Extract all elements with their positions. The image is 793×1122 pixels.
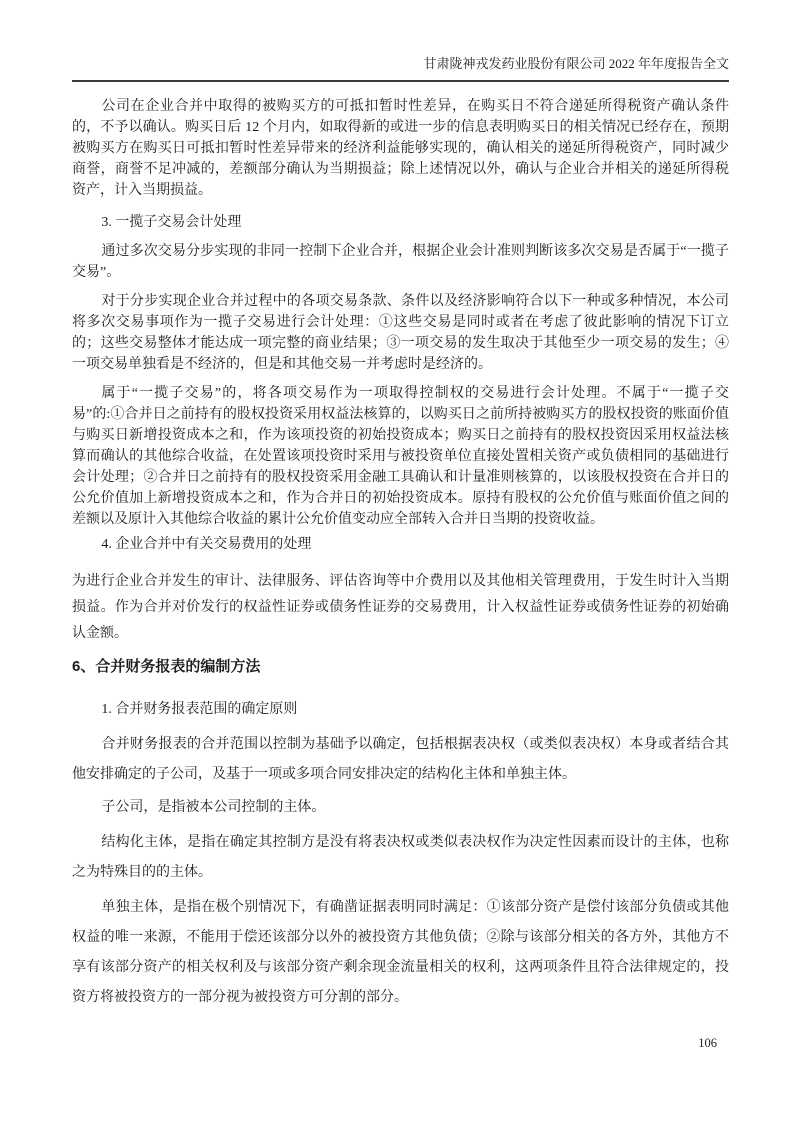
para-package-deal-treatment: 属于“一揽子交易”的，将各项交易作为一项取得控制权的交易进行会计处理。不属于“一揽子交易”的:①合并日之前持有的股权投资采用权益法核算的，以购买日之前所持被购买方的股权投资的账面价值与购买日新增投资成本之和，作为该项投资的初始投资成本；购买日之前持有的股权投资因采用权益法核算而确认的其他综合收益，在处置该项投资时采用与被投资单位直接处置相关资产或负债相同的基础进行会计处理；②合并日之前持有的股权投资采用金融工具确认和计量准则核算的，以该股权投资在合并日的公允价值加上新增投资成本之和，作为合并日的初始投资成本。原持有股权的公允价值与账面价值之间的差额以及原计入其他综合收益的累计公允价值变动应全部转入合并日当期的投资收益。: [72, 386, 729, 527]
para-consolidation-scope: 合并财务报表的合并范围以控制为基础予以确定，包括根据表决权（或类似表决权）本身或者结合其他安排确定的子公司，及基于一项或多项合同安排决定的结构化主体和单独主体。: [72, 737, 729, 782]
para-subsidiary-definition: 子公司，是指被本公司控制的主体。: [101, 800, 326, 815]
para-separate-entity-definition: 单独主体，是指在极个别情况下，有确凿证据表明同时满足：①该部分资产是偿付该部分负债或其他权益的唯一来源，不能用于偿还该部分以外的被投资方其他负债；②除与该部分相关的各方外，其他方不享有该部分资产的相关权利及与该部分资产剩余现金流量相关的权利，这两项条件且符合法律规定的，投资方将被投资方的一部分视为被投资方可分割的部分。: [72, 900, 729, 1005]
heading-package-deal-accounting: 3. 一揽子交易会计处理: [101, 215, 242, 230]
page-number: 106: [698, 1036, 717, 1050]
para-structured-entity-definition: 结构化主体，是指在确定其控制方是没有将表决权或类似表决权作为决定性因素而设计的主体，也称之为特殊目的的主体。: [72, 835, 729, 880]
para-step-acquisition-judgement: 通过多次交易分步实现的非同一控制下企业合并，根据企业会计准则判断该多次交易是否属于“一揽子交易”。: [72, 244, 729, 280]
para-deductible-temporary-differences: 公司在企业合并中取得的被购买方的可抵扣暂时性差异，在购买日不符合递延所得税资产确认条件的，不予以确认。购买日后 12 个月内，如取得新的或进一步的信息表明购买日的相关情况已经存在，预期被购买方在购买日可抵扣暂时性差异带来的经济利益能够实现的，确认相关的递延所得税资产，同时减少商誉，商誉不足冲减的，差额部分确认为当期损益；除上述情况以外，确认与企业合并相关的递延所得税资产，计入当期损益。: [72, 99, 729, 198]
header-title: 甘肃陇神戎发药业股份有限公司 2022 年年度报告全文: [423, 56, 729, 71]
heading-consolidation-scope-principle: 1. 合并财务报表范围的确定原则: [101, 702, 298, 717]
page-header: [72, 55, 729, 82]
heading-transaction-fees: 4. 企业合并中有关交易费用的处理: [101, 537, 312, 552]
para-package-deal-criteria: 对于分步实现企业合并过程中的各项交易条款、条件以及经济影响符合以下一种或多种情况，本公司将多次交易事项作为一揽子交易进行会计处理：①这些交易是同时或者在考虑了彼此影响的情况下订立的；这些交易整体才能达成一项完整的商业结果；③一项交易的发生取决于其他至少一项交易的发生；④一项交易单独看是不经济的，但是和其他交易一并考虑时是经济的。: [72, 294, 729, 372]
document-content: [72, 96, 729, 1013]
heading-consolidated-statements-method: 6、合并财务报表的编制方法: [72, 658, 261, 675]
para-transaction-fees: 为进行企业合并发生的审计、法律服务、评估咨询等中介费用以及其他相关管理费用，于发生时计入当期损益。作为合并对价发行的权益性证券或债务性证券的交易费用，计入权益性证券或债务性证券的初始确认金额。: [72, 574, 729, 641]
